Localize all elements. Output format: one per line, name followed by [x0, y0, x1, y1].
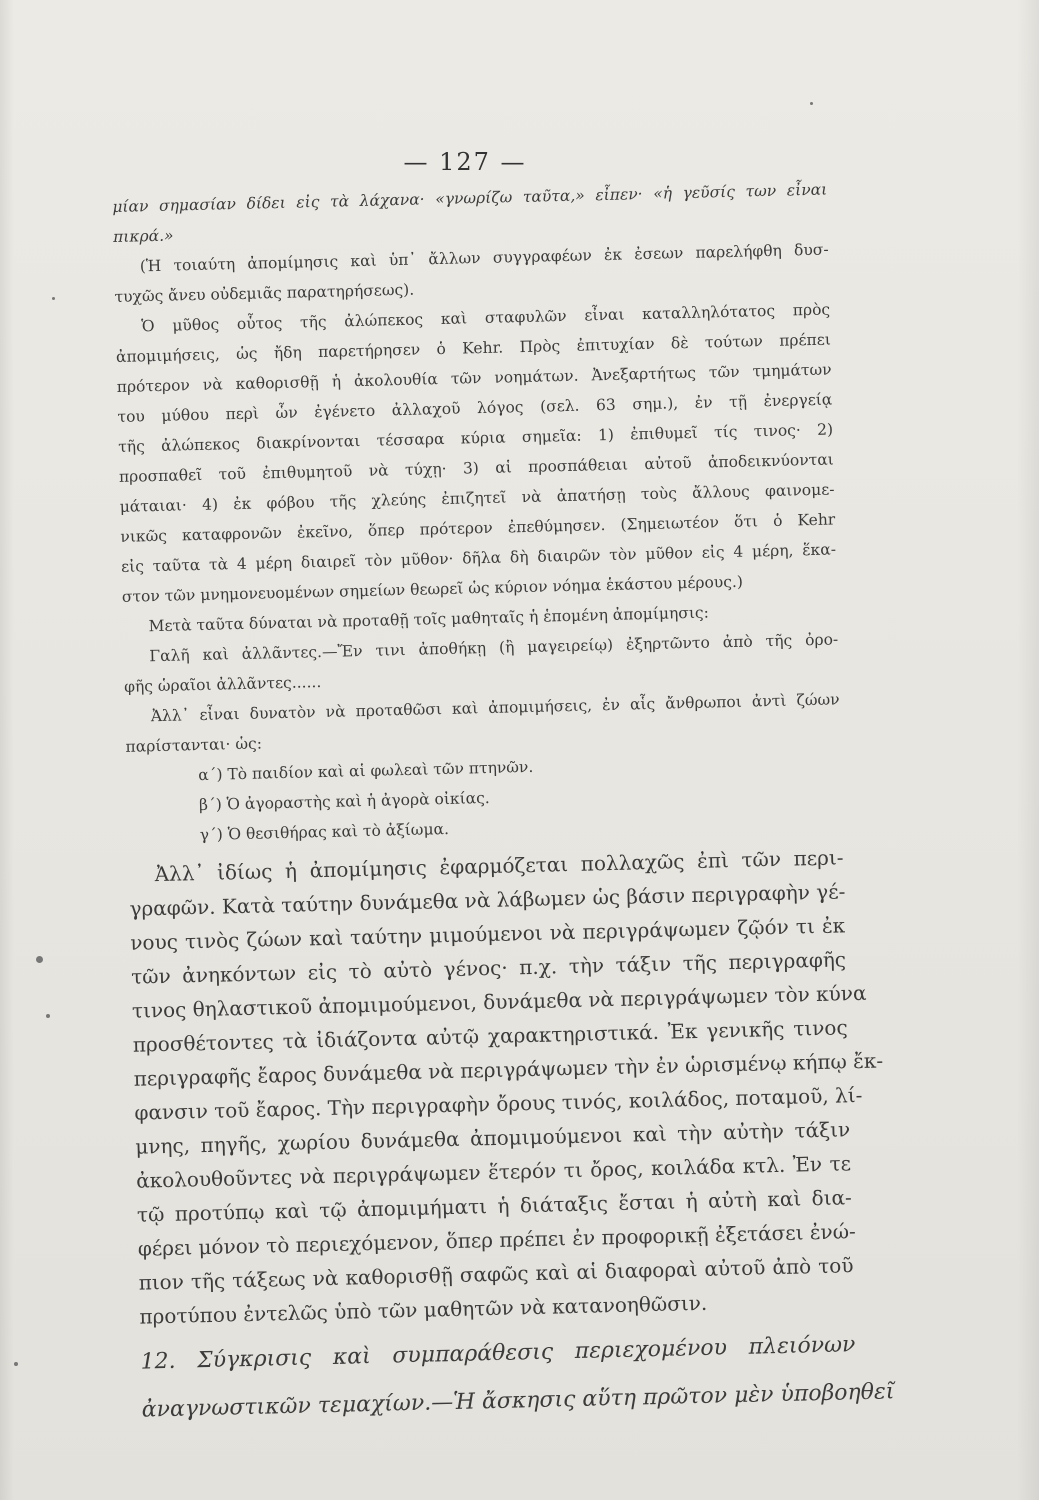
text-line: μνης, πηγῆς, χωρίου δυνάμεθα ἀπομιμούμενοι καὶ τὴν αὐτὴν τάξιν	[135, 1117, 851, 1159]
text-line: Μετὰ ταῦτα δύναται νὰ προταθῇ τοῖς μαθηταῖς ἡ ἑπομένη ἀπομίμησις:	[148, 603, 710, 636]
scan-speck	[46, 1014, 50, 1018]
text-line: τῶν ἀνηκόντων εἰς τὸ αὐτὸ γένος· π.χ. τὴν τάξιν τῆς περιγραφῆς	[130, 947, 847, 989]
text-line: ἀπομιμήσεις, ὡς ἤδη παρετήρησεν ὁ Kehr. Πρὸς ἐπιτυχίαν δὲ τούτων πρέπει	[115, 330, 832, 366]
page-left-shadow	[0, 0, 14, 1500]
description-paragraph	[128, 840, 884, 1333]
page-number: — 127 —	[403, 148, 527, 176]
list-item: α´) Τὸ παιδίον καὶ αἱ φωλεαὶ τῶν πτηνῶν.	[198, 757, 534, 785]
text-line: φανσιν τοῦ ἔαρος. Τὴν περιγραφὴν ὄρους τινός, κοιλάδος, ποταμοῦ, λί-	[134, 1082, 863, 1125]
text-line: προσθέτοντες τὰ ἰδιάζοντα αὐτῷ χαρακτηριστικά. Ἐκ γενικῆς τινος	[132, 1015, 848, 1057]
text-line: στον τῶν μνημονευομένων σημείων θεωρεῖ ὡς κύριον νόημα ἑκάστου μέρους.)	[121, 572, 744, 606]
section-heading-continuation: ἀναγνωστικῶν τεμαχίων.—Ἡ ἄσκησις αὕτη πρῶτον μὲν ὑποβοηθεῖ	[141, 1379, 895, 1423]
scan-speck	[14, 1362, 18, 1366]
text-line: παρίστανται· ὡς:	[125, 734, 263, 756]
text-line: νικῶς καταφρονῶν ἐκεῖνο, ὅπερ πρότερον ἐπεθύμησεν. (Σημειωτέον ὅτι ὁ Kehr	[120, 510, 836, 546]
text-line: ἀκολουθοῦντες νὰ περιγράψωμεν ἕτερόν τι ὄρος, κοιλάδα κτλ. Ἐν τε	[135, 1151, 852, 1193]
scan-speck	[810, 102, 813, 105]
page-right-shadow	[1017, 0, 1039, 1500]
text-line: τῷ προτύπῳ καὶ τῷ ἀπομιμήματι ἡ διάταξις ἔσται ἡ αὐτὴ καὶ δια-	[136, 1185, 853, 1227]
text-line: μάταιαι· 4) ἐκ φόβου τῆς χλεύης ἐπιζητεῖ νὰ ἀπατήσῃ τοὺς ἄλλους φαινομε-	[119, 480, 835, 516]
text-line: γραφῶν. Κατὰ ταύτην δυνάμεθα νὰ λάβωμεν ὡς βάσιν περιγραφὴν γέ-	[129, 879, 846, 921]
list-item: γ´) Ὁ θεσιθήρας καὶ τὸ ἀξίωμα.	[199, 819, 450, 845]
text-line: Ὁ μῦθος οὗτος τῆς ἀλώπεκος καὶ σταφυλῶν εἶναι καταλληλότατος πρὸς	[141, 300, 831, 336]
text-line: (Ἡ τοιαύτη ἀπομίμησις καὶ ὑπ᾽ ἄλλων συγγραφέων ἐκ ἐσεων παρελήφθη δυσ-	[139, 240, 829, 276]
text-line: περιγραφῆς ἔαρος δυνάμεθα νὰ περιγράψωμεν τὴν ἐν ὡρισμένῳ κήπῳ ἔκ-	[133, 1048, 884, 1091]
scan-speck	[52, 297, 55, 300]
text-line: πρότερον νὰ καθορισθῇ ἡ ἀκολουθία τῶν νοημάτων. Ἀνεξαρτήτως τῶν τμημάτων	[116, 360, 832, 396]
text-line: νους τινὸς ζώων καὶ ταύτην μιμούμενοι νὰ περιγράψωμεν ζῷόν τι ἐκ	[130, 913, 846, 955]
text-line: εἰς ταῦτα τὰ 4 μέρη διαιρεῖ τὸν μῦθον· δῆλα δὴ διαιρῶν τὸν μῦθον εἰς 4 μέρη, ἕκα-	[120, 540, 837, 576]
text-line: πιον τῆς τάξεως νὰ καθορισθῇ σαφῶς καὶ αἱ διαφοραὶ αὐτοῦ ἀπὸ τοῦ	[138, 1253, 854, 1295]
text-line: φῆς ὡραῖοι ἀλλᾶντες......	[123, 673, 322, 696]
text-line: Ἀλλ᾽ εἶναι δυνατὸν νὰ προταθῶσι καὶ ἀπομιμήσεις, ἐν αἷς ἄνθρωποι ἀντὶ ζώων	[150, 690, 840, 726]
scan-speck	[36, 956, 43, 963]
text-line: τινος θηλαστικοῦ ἀπομιμούμενοι, δυνάμεθα νὰ περιγράψωμεν τὸν κύνα	[131, 980, 867, 1023]
section-heading: 12. Σύγκρισις καὶ συμπαράθεσις περιεχομένου πλειόνων	[140, 1332, 856, 1375]
list-item: β´) Ὁ ἀγοραστὴς καὶ ἡ ἀγορὰ οἰκίας.	[198, 788, 490, 815]
text-line: πικρά.»	[112, 226, 174, 246]
text-line: τυχῶς ἄνευ οὐδεμιᾶς παρατηρήσεως).	[114, 280, 415, 306]
text-line: τῆς ἀλώπεκος διακρίνονται τέσσαρα κύρια σημεῖα: 1) ἐπιθυμεῖ τίς τινος· 2)	[118, 420, 834, 456]
text-line: προτύπου ἐντελῶς ὑπὸ τῶν μαθητῶν νὰ κατανοηθῶσιν.	[139, 1290, 708, 1329]
text-line: φέρει μόνον τὸ περιεχόμενον, ὅπερ πρέπει ἐν προφορικῇ ἐξετάσει ἐνώ-	[137, 1219, 857, 1261]
text-line: μίαν σημασίαν δίδει εἰς τὰ λάχανα· «γνωρίζω ταῦτα,» εἶπεν· «ἡ γεῦσίς των εἶναι	[112, 180, 828, 216]
body-text	[112, 175, 895, 1430]
text-line: Γαλῆ καὶ ἀλλᾶντες.—Ἔν τινι ἀποθήκῃ (ἢ μαγειρείῳ) ἐξηρτῶντο ἀπὸ τῆς ὀρο-	[149, 630, 839, 666]
text-line: του μύθου περὶ ὧν ἐγένετο ἀλλαχοῦ λόγος (σελ. 63 σημ.), ἐν τῇ ἐνεργείᾳ	[117, 390, 833, 426]
text-line: Ἀλλ᾽ ἰδίως ἡ ἀπομίμησις ἐφαρμόζεται πολλαχῶς ἐπὶ τῶν περι-	[154, 845, 844, 887]
text-line: προσπαθεῖ τοῦ ἐπιθυμητοῦ νὰ τύχῃ· 3) αἱ προσπάθειαι αὐτοῦ ἀποδεικνύονται	[118, 450, 834, 486]
